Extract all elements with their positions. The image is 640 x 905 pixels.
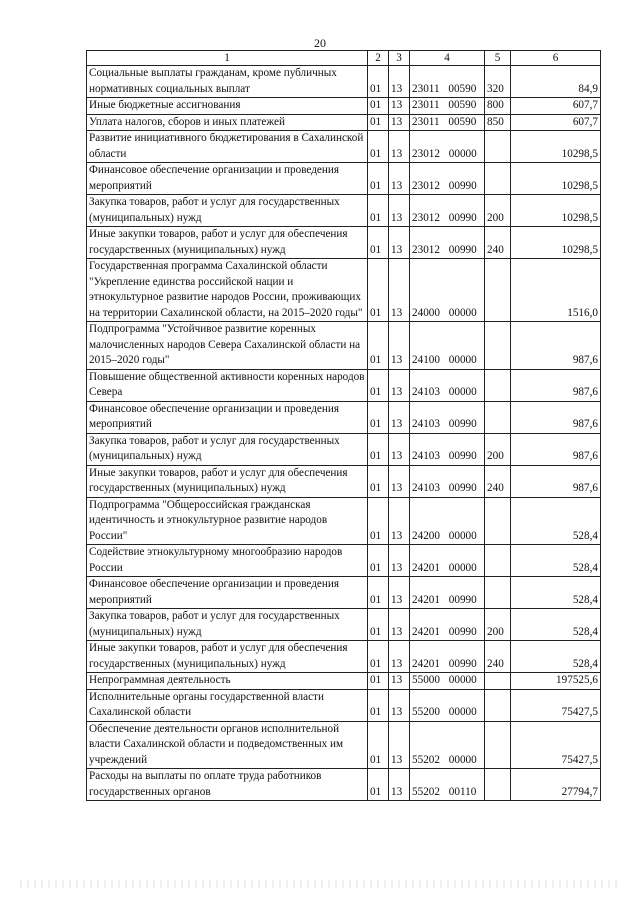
row-c5-cell [485,577,511,609]
row-c4-cell: 23012 00990 [410,163,485,195]
column-header-6: 6 [511,51,601,66]
page-number: 20 [314,36,326,50]
row-c6-cell: 10298,5 [511,227,601,259]
table-row [87,497,601,545]
row-c3-cell: 13 [389,465,410,497]
row-c5-cell [485,369,511,401]
row-name-cell: Закупка товаров, работ и услуг для государственных (муниципальных) нужд [87,609,368,641]
row-c3-cell: 13 [389,66,410,98]
row-name-cell: Социальные выплаты гражданам, кроме публичных нормативных социальных выплат [87,66,368,98]
row-c6-cell: 197525,6 [511,673,601,690]
row-c6-cell: 528,4 [511,545,601,577]
row-c5-cell [485,259,511,322]
row-c5-cell: 240 [485,465,511,497]
row-c5-cell [485,401,511,433]
table-row [87,641,601,673]
row-name-cell: Закупка товаров, работ и услуг для государственных (муниципальных) нужд [87,195,368,227]
row-name-cell: Развитие инициативного бюджетирования в Сахалинской области [87,131,368,163]
row-c5-cell [485,131,511,163]
row-c3-cell: 13 [389,401,410,433]
row-c2-cell: 01 [368,66,389,98]
row-c5-cell [485,163,511,195]
table-row [87,131,601,163]
row-c2-cell: 01 [368,545,389,577]
row-name-cell: Закупка товаров, работ и услуг для государственных (муниципальных) нужд [87,433,368,465]
row-c2-cell: 01 [368,322,389,370]
table-body [87,66,601,801]
row-c2-cell: 01 [368,577,389,609]
row-c5-cell: 200 [485,609,511,641]
row-c6-cell: 528,4 [511,609,601,641]
row-name-cell: Государственная программа Сахалинской области "Укрепление единства российской нации и этнокультурное развитие народов России, проживающих на территории Сахалинской области, на 2015–2020 годы" [87,259,368,322]
row-name-cell: Непрограммная деятельность [87,673,368,690]
table-row [87,673,601,690]
table-row [87,721,601,769]
row-c4-cell: 24100 00000 [410,322,485,370]
row-c3-cell: 13 [389,163,410,195]
row-c4-cell: 24103 00990 [410,401,485,433]
row-c6-cell: 10298,5 [511,131,601,163]
row-c5-cell: 200 [485,195,511,227]
column-header-1: 1 [87,51,368,66]
row-c2-cell: 01 [368,497,389,545]
row-c4-cell: 24103 00990 [410,465,485,497]
table-row [87,769,601,801]
row-c2-cell: 01 [368,131,389,163]
row-c2-cell: 01 [368,641,389,673]
row-c4-cell: 55202 00000 [410,721,485,769]
row-c5-cell: 240 [485,227,511,259]
table-row [87,609,601,641]
row-c2-cell: 01 [368,369,389,401]
row-c6-cell: 27794,7 [511,769,601,801]
row-c3-cell: 13 [389,609,410,641]
table-row [87,401,601,433]
row-name-cell: Повышение общественной активности коренных народов Севера [87,369,368,401]
table-row [87,369,601,401]
row-c6-cell: 10298,5 [511,195,601,227]
row-c4-cell: 24201 00000 [410,545,485,577]
row-c2-cell: 01 [368,609,389,641]
row-c4-cell: 24103 00000 [410,369,485,401]
row-name-cell: Иные закупки товаров, работ и услуг для обеспечения государственных (муниципальных) нужд [87,641,368,673]
row-c3-cell: 13 [389,131,410,163]
row-c5-cell: 800 [485,98,511,115]
row-name-cell: Иные закупки товаров, работ и услуг для обеспечения государственных (муниципальных) нужд [87,465,368,497]
row-c5-cell [485,497,511,545]
row-c3-cell: 13 [389,641,410,673]
row-name-cell: Иные бюджетные ассигнования [87,98,368,115]
column-header-4: 4 [410,51,485,66]
row-c4-cell: 55202 00110 [410,769,485,801]
table-row [87,322,601,370]
row-c6-cell: 607,7 [511,98,601,115]
row-c6-cell: 987,6 [511,369,601,401]
row-name-cell: Финансовое обеспечение организации и проведения мероприятий [87,577,368,609]
row-name-cell: Обеспечение деятельности органов исполнительной власти Сахалинской области и подведомственных им учреждений [87,721,368,769]
row-c6-cell: 84,9 [511,66,601,98]
row-c4-cell: 23011 00590 [410,114,485,131]
row-c6-cell: 607,7 [511,114,601,131]
row-c2-cell: 01 [368,401,389,433]
row-c6-cell: 10298,5 [511,163,601,195]
row-c2-cell: 01 [368,689,389,721]
table-row [87,163,601,195]
row-c5-cell: 850 [485,114,511,131]
row-name-cell: Финансовое обеспечение организации и проведения мероприятий [87,401,368,433]
table-row [87,259,601,322]
row-name-cell: Исполнительные органы государственной власти Сахалинской области [87,689,368,721]
table-row [87,689,601,721]
table-row [87,195,601,227]
row-c3-cell: 13 [389,227,410,259]
table-row [87,577,601,609]
row-c6-cell: 987,6 [511,401,601,433]
row-name-cell: Иные закупки товаров, работ и услуг для обеспечения государственных (муниципальных) нужд [87,227,368,259]
row-c3-cell: 13 [389,577,410,609]
row-c3-cell: 13 [389,497,410,545]
row-c2-cell: 01 [368,259,389,322]
table-row [87,227,601,259]
row-name-cell: Финансовое обеспечение организации и проведения мероприятий [87,163,368,195]
row-c4-cell: 23011 00590 [410,66,485,98]
row-c2-cell: 01 [368,721,389,769]
column-header-5: 5 [485,51,511,66]
row-c4-cell: 24200 00000 [410,497,485,545]
row-c5-cell: 240 [485,641,511,673]
table-row [87,66,601,98]
budget-table [86,50,601,801]
row-c4-cell: 55200 00000 [410,689,485,721]
row-name-cell: Содействие этнокультурному многообразию народов России [87,545,368,577]
row-c4-cell: 24201 00990 [410,641,485,673]
row-c3-cell: 13 [389,689,410,721]
row-c5-cell [485,673,511,690]
row-c5-cell: 320 [485,66,511,98]
row-c4-cell: 23012 00990 [410,227,485,259]
row-c3-cell: 13 [389,195,410,227]
row-c6-cell: 75427,5 [511,689,601,721]
row-c3-cell: 13 [389,322,410,370]
row-c2-cell: 01 [368,163,389,195]
row-c2-cell: 01 [368,465,389,497]
row-c3-cell: 13 [389,673,410,690]
row-c3-cell: 13 [389,545,410,577]
row-c3-cell: 13 [389,114,410,131]
row-c2-cell: 01 [368,769,389,801]
row-c2-cell: 01 [368,195,389,227]
column-header-2: 2 [368,51,389,66]
row-c6-cell: 528,4 [511,641,601,673]
row-name-cell: Уплата налогов, сборов и иных платежей [87,114,368,131]
row-c5-cell [485,545,511,577]
row-name-cell: Подпрограмма "Общероссийская гражданская идентичность и этнокультурное развитие народов России" [87,497,368,545]
row-c5-cell [485,769,511,801]
row-c6-cell: 987,6 [511,433,601,465]
row-c6-cell: 75427,5 [511,721,601,769]
row-c2-cell: 01 [368,433,389,465]
row-c2-cell: 01 [368,114,389,131]
row-c4-cell: 23012 00990 [410,195,485,227]
row-c4-cell: 23012 00000 [410,131,485,163]
table-row [87,433,601,465]
row-c5-cell: 200 [485,433,511,465]
row-c4-cell: 23011 00590 [410,98,485,115]
row-c2-cell: 01 [368,98,389,115]
row-c3-cell: 13 [389,98,410,115]
row-c4-cell: 24103 00990 [410,433,485,465]
table-row [87,545,601,577]
row-c5-cell [485,689,511,721]
table-row [87,465,601,497]
row-c6-cell: 528,4 [511,497,601,545]
row-name-cell: Расходы на выплаты по оплате труда работников государственных органов [87,769,368,801]
row-c4-cell: 55000 00000 [410,673,485,690]
row-c6-cell: 528,4 [511,577,601,609]
column-header-3: 3 [389,51,410,66]
scan-artifact [20,880,620,888]
row-c4-cell: 24000 00000 [410,259,485,322]
row-c6-cell: 987,6 [511,322,601,370]
row-c4-cell: 24201 00990 [410,609,485,641]
row-name-cell: Подпрограмма "Устойчивое развитие коренных малочисленных народов Севера Сахалинской области на 2015–2020 годы" [87,322,368,370]
row-c2-cell: 01 [368,673,389,690]
row-c6-cell: 987,6 [511,465,601,497]
row-c2-cell: 01 [368,227,389,259]
row-c3-cell: 13 [389,369,410,401]
row-c5-cell [485,721,511,769]
table-row [87,114,601,131]
table-row [87,98,601,115]
row-c3-cell: 13 [389,433,410,465]
row-c3-cell: 13 [389,259,410,322]
row-c4-cell: 24201 00990 [410,577,485,609]
header-row [87,51,601,66]
row-c6-cell: 1516,0 [511,259,601,322]
row-c3-cell: 13 [389,721,410,769]
row-c5-cell [485,322,511,370]
row-c3-cell: 13 [389,769,410,801]
